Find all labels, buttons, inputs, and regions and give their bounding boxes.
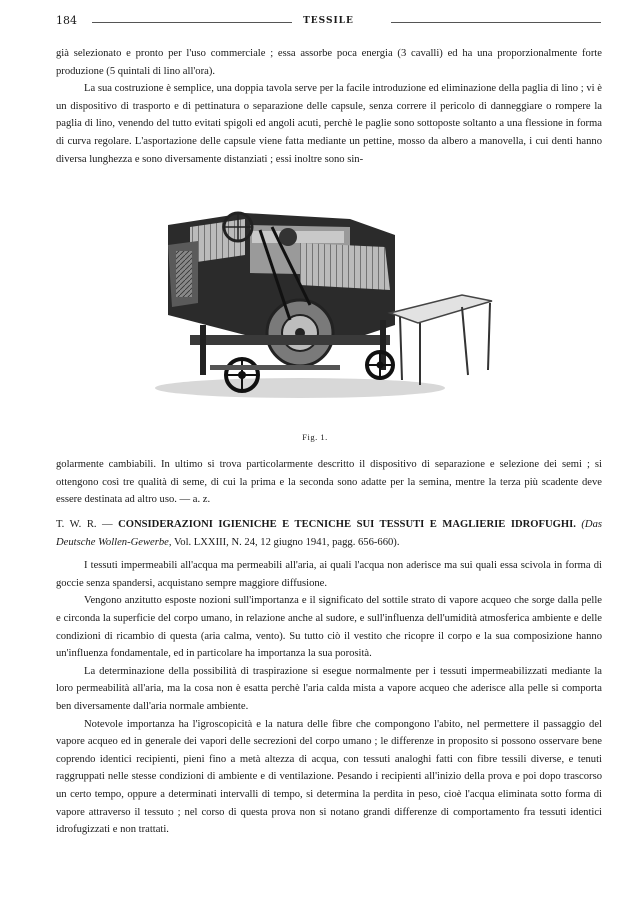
paragraph: La sua costruzione è semplice, una doppia tavola serve per la facile introduzione ed eliminazione della paglia di lino ; vi è un dispositivo di trasporto e di pettinatura o separazione delle capsule, senza correre il pericolo di danneggiare o rompere la paglia di lino, venendo del tutto evitati spigoli ed angoli acuti, perchè le paglie sono sottoposte soltanto a una flessione in forma di curva regolare. L'asportazione delle capsule viene fatta mediante un pettine, mosso da albero a manovella, i cui denti hanno diversa lunghezza e sono diversamente distanziati ; essi inoltre sono sin-: [56, 83, 602, 165]
paragraph: già selezionato e pronto per l'uso commerciale ; essa assorbe poca energia (3 cavalli) ed ha una proporzionalmente forte produzione (5 quintali di lino all'ora).: [56, 48, 602, 77]
text-block-top: [56, 45, 602, 168]
article-source-journal: (Das Deutsche Wollen-Gewerbe,: [56, 519, 602, 548]
paragraph: golarmente cambiabili. In ultimo si trova particolarmente descritto il dispositivo di separazione e selezione dei semi ; si ottengono così tre qualità di seme, di cui la prima e la seconda sono adatte per la semina, mentre la terza più scadente deve essere destinata ad altro uso. — a. z.: [56, 459, 602, 506]
article-title: CONSIDERAZIONI IGIENICHE E TECNICHE SUI TESSUTI E MAGLIERIE IDROFUGHI.: [118, 519, 576, 530]
article-heading: [56, 516, 602, 551]
wheel-right: [367, 352, 393, 378]
running-title: TESSILE: [303, 16, 354, 26]
page-number: 184: [56, 14, 77, 27]
paragraph: Vengono anzitutto esposte nozioni sull'importanza e il significato del sottile strato di vapore acqueo che sorge dalla pelle e circonda la superficie del corpo umano, in relazione anche al sudore, e sull'influenza dell'umidità atmosferica ambiente e delle condizioni di ricambio di questa (aria calma, vento). Su tutto ciò il vestito che ricopre il corpo e la sua composizione hanno un'influenza fondamentale, ed in particolare ha importanza la sua porosità.: [56, 595, 602, 660]
header-rule-right: [391, 22, 601, 23]
article-block: [56, 516, 602, 839]
figure-flax-machine: [150, 185, 495, 420]
text-block-after-figure: [56, 456, 602, 509]
paragraph: La determinazione della possibilità di traspirazione si esegue normalmente per i tessuti impermeabilizzati mediante la loro permeabilità all'aria, ma la cosa non è esatta perchè l'aria calda mista a vapore acqueo che aderisce alla pelle si comporta ben diversamente dall'aria normale ambiente.: [56, 665, 602, 712]
wheel-left: [226, 359, 258, 391]
article-source-details: Vol. LXXIII, N. 24, 12 giugno 1941, pagg. 656-660).: [171, 536, 400, 548]
page-header: [56, 14, 601, 28]
machine-illustration: [150, 185, 495, 420]
paragraph: Notevole importanza ha l'igroscopicità e la natura delle fibre che compongono l'abito, nel permettere il passaggio del vapore acqueo ed in generale dei vapori delle secrezioni del corpo umano ; le differenze in proposito si possono osservare bene coprendo identici recipienti, pieni fino a metà altezza di acqua, con tessuti analoghi fatti con fibre tessili diverse, e tenuti raggruppati nelle stesse condizioni di ambiente e di ventilazione. Pesando i recipienti all'inizio della prova e poi dopo trascorso un certo tempo, oppure a determinati intervalli di tempo, si determina la perdita in peso, cioè l'acqua eliminata sotto forma di vapore attraverso il tessuto ; nel corso di questa prova non si notano grandi differenze di comportamento fra tessuti identici idrofugizzati e non trattati.: [56, 718, 602, 836]
figure-caption: Fig. 1.: [302, 432, 328, 442]
article-author: T. W. R.: [56, 519, 97, 530]
article-dash: —: [96, 519, 119, 530]
paragraph: I tessuti impermeabili all'acqua ma permeabili all'aria, ai quali l'acqua non aderisce ma sui quali essa scivola in forma di goccie senza spandersi, acquistano sempre maggiore diffusione.: [56, 560, 602, 589]
